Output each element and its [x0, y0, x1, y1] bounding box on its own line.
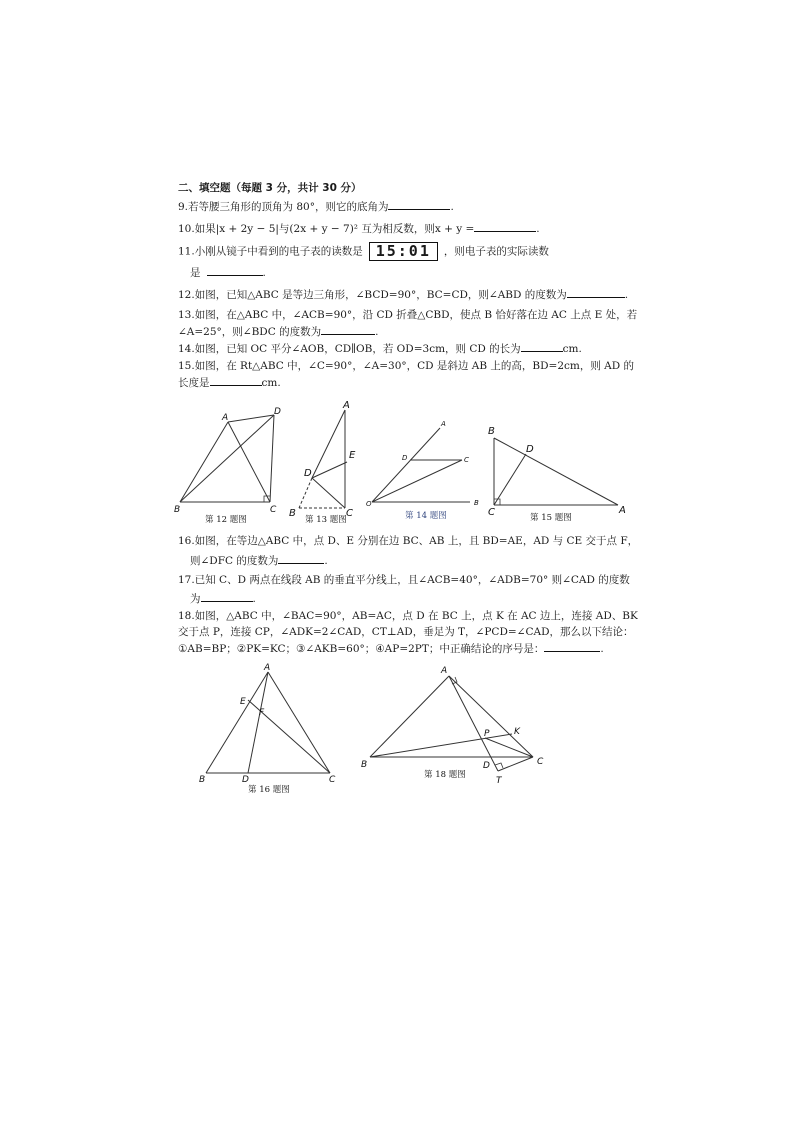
question-14-text: 14.如图，已知 OC 平分∠AOB，CD∥OB，若 OD=3cm，则 CD 的长为: [178, 343, 521, 355]
question-18-text-b: 交于点 P，连接 CP，∠ADK=2∠CAD，CT⊥AD，垂足为 T，∠PCD=∠CAD，那么以下结论：: [178, 626, 634, 638]
fig18-label-c: C: [537, 757, 544, 767]
fig15-label-b: B: [488, 426, 495, 437]
fig12-label-d: D: [274, 407, 281, 417]
fig12-label-c: C: [270, 505, 277, 515]
fig18-label-p: P: [484, 729, 490, 739]
fig15-label-c: C: [488, 507, 495, 518]
question-16-text-a: 16.如图，在等边△ABC 中，点 D、E 分别在边 BC、AB 上，且 BD=AE，AD 与 CE 交于点 F，: [178, 535, 639, 547]
fig15-label-a: A: [619, 505, 626, 516]
fig14-label-c: C: [464, 456, 469, 464]
fig13-label-a: A: [343, 400, 350, 411]
question-13-end: .: [375, 326, 379, 338]
question-12-text: 12.如图，已知△ABC 是等边三角形，∠BCD=90°，BC=CD，则∠ABD 的度数为: [178, 289, 567, 301]
question-16-text-b: 则∠DFC 的度数为: [190, 555, 279, 567]
fig18-label-t: T: [496, 776, 502, 786]
fig14-caption: 第 14 题图: [405, 511, 447, 521]
question-13-text-a: 13.如图，在△ABC 中，∠ACB=90°，沿 CD 折叠△CBD，使点 B 恰好落在边 AC 上点 E 处，若: [178, 309, 638, 321]
fig12-caption: 第 12 题图: [205, 515, 247, 525]
fig14-label-b: B: [474, 499, 479, 507]
question-9-end: .: [450, 201, 454, 213]
mirror-clock-display: 15:01: [369, 242, 438, 261]
question-13-text-b: ∠A=25°，则∠BDC 的度数为: [178, 326, 322, 338]
question-17-text-b: 为: [190, 593, 201, 605]
question-18-text-a: 18.如图，△ABC 中，∠BAC=90°，AB=AC，点 D 在 BC 上，点 K 在 AC 边上，连接 AD、BK: [178, 610, 638, 622]
question-10-end: .: [536, 223, 540, 235]
fig14-label-d: D: [402, 454, 408, 462]
question-14-end: cm.: [562, 343, 582, 355]
question-18-end: .: [600, 643, 604, 655]
fig18-caption: 第 18 题图: [424, 770, 466, 780]
fig13-label-b: B: [289, 508, 296, 519]
question-18-text-c: ①AB=BP；②PK=KC；③∠AKB=60°；④AP=2PT；中正确结论的序号是：: [178, 643, 545, 655]
fig13-label-e: E: [349, 450, 356, 461]
fig16-caption: 第 16 题图: [248, 785, 290, 795]
fig16-label-a: A: [264, 663, 271, 673]
question-11-text-a: 11.小刚从镜子中看到的电子表的读数是: [178, 245, 363, 258]
question-17-end: .: [252, 593, 256, 605]
question-15-text-b: 长度是: [178, 377, 210, 389]
section-title: 二、填空题（每题 3 分，共计 30 分）: [178, 182, 362, 194]
fig15-label-d: D: [526, 444, 534, 455]
question-17-text: 17.已知 C、D 两点在线段 AB 的垂直平分线上，且∠ACB=40°，∠ADB=70° 则∠CAD 的度数: [178, 574, 630, 586]
fig16-label-f: F: [259, 708, 265, 718]
fig16-label-b: B: [199, 775, 206, 785]
question-15-text-a: 15.如图，在 Rt△ABC 中，∠C=90°，∠A=30°，CD 是斜边 AB 上的高，BD=2cm，则 AD 的: [178, 360, 635, 372]
fig13-label-c: C: [346, 508, 353, 519]
fig16-label-d: D: [242, 775, 249, 785]
question-11-text-c: 是: [190, 267, 201, 279]
question-12-end: .: [624, 289, 629, 301]
fig13-caption: 第 13 题图: [305, 515, 347, 525]
fig18-label-b: B: [361, 760, 368, 770]
question-15-end: cm.: [261, 377, 281, 389]
question-9-text: 9.若等腰三角形的顶角为 80°，则它的底角为: [178, 201, 389, 213]
fig18-label-a: A: [441, 666, 448, 676]
fig16-label-c: C: [329, 775, 336, 785]
question-16-end: .: [324, 555, 328, 567]
question-11-end: .: [262, 267, 266, 279]
fig15-caption: 第 15 题图: [530, 513, 572, 523]
fig13-label-d: D: [304, 468, 312, 479]
fig14-label-a: A: [441, 420, 446, 428]
fig18-label-d: D: [483, 761, 490, 771]
fig12-label-a: A: [222, 413, 229, 423]
fig16-label-e: E: [240, 697, 246, 707]
fig14-label-o: O: [366, 500, 372, 508]
fig12-label-b: B: [174, 505, 181, 515]
question-11-text-b: ，则电子表的实际读数: [443, 245, 549, 258]
fig18-label-k: K: [514, 727, 520, 737]
question-10-text: 10.如果|x + 2y − 5|与(2x + y − 7)² 互为相反数，则x + y =: [178, 223, 475, 235]
